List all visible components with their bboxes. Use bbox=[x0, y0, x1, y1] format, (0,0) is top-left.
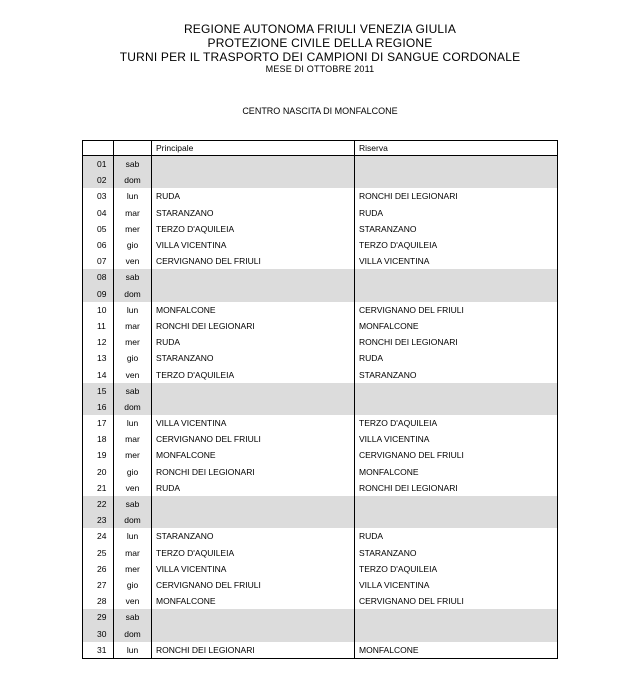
header-riserva: Riserva bbox=[355, 141, 558, 156]
table-header-row bbox=[83, 141, 558, 156]
principale-cell bbox=[152, 383, 355, 399]
table-row bbox=[83, 561, 558, 577]
day-number-cell: 17 bbox=[83, 415, 114, 431]
day-number-cell: 23 bbox=[83, 512, 114, 528]
table-row bbox=[83, 253, 558, 269]
day-number-cell: 04 bbox=[83, 205, 114, 221]
day-number-cell: 06 bbox=[83, 237, 114, 253]
day-number-cell: 24 bbox=[83, 528, 114, 544]
table-row bbox=[83, 642, 558, 659]
principale-cell bbox=[152, 399, 355, 415]
riserva-cell: TERZO D'AQUILEIA bbox=[355, 561, 558, 577]
principale-cell bbox=[152, 512, 355, 528]
principale-cell: RONCHI DEI LEGIONARI bbox=[152, 642, 355, 659]
principale-cell: RONCHI DEI LEGIONARI bbox=[152, 318, 355, 334]
principale-cell bbox=[152, 156, 355, 173]
day-number-cell: 30 bbox=[83, 625, 114, 641]
riserva-cell: MONFALCONE bbox=[355, 318, 558, 334]
riserva-cell: CERVIGNANO DEL FRIULI bbox=[355, 302, 558, 318]
table-row bbox=[83, 528, 558, 544]
day-number-cell: 15 bbox=[83, 383, 114, 399]
riserva-cell: RUDA bbox=[355, 205, 558, 221]
riserva-cell: MONFALCONE bbox=[355, 642, 558, 659]
day-number-cell: 20 bbox=[83, 464, 114, 480]
day-number-cell: 29 bbox=[83, 609, 114, 625]
table-row bbox=[83, 512, 558, 528]
weekday-cell: lun bbox=[114, 528, 152, 544]
principale-cell: CERVIGNANO DEL FRIULI bbox=[152, 431, 355, 447]
weekday-cell: dom bbox=[114, 512, 152, 528]
riserva-cell: VILLA VICENTINA bbox=[355, 431, 558, 447]
weekday-cell: lun bbox=[114, 642, 152, 659]
weekday-cell: dom bbox=[114, 399, 152, 415]
table-row bbox=[83, 593, 558, 609]
weekday-cell: dom bbox=[114, 172, 152, 188]
weekday-cell: ven bbox=[114, 253, 152, 269]
principale-cell: TERZO D'AQUILEIA bbox=[152, 545, 355, 561]
weekday-cell: lun bbox=[114, 302, 152, 318]
riserva-cell bbox=[355, 399, 558, 415]
table-row bbox=[83, 625, 558, 641]
riserva-cell: STARANZANO bbox=[355, 366, 558, 382]
day-number-cell: 31 bbox=[83, 642, 114, 659]
riserva-cell bbox=[355, 156, 558, 173]
table-row bbox=[83, 188, 558, 204]
table-row bbox=[83, 269, 558, 285]
day-number-cell: 13 bbox=[83, 350, 114, 366]
weekday-cell: gio bbox=[114, 577, 152, 593]
header-region: REGIONE AUTONOMA FRIULI VENEZIA GIULIA bbox=[183, 22, 457, 36]
principale-cell: RUDA bbox=[152, 334, 355, 350]
riserva-cell bbox=[355, 496, 558, 512]
header-month: MESE DI OTTOBRE 2011 bbox=[265, 64, 375, 74]
day-number-cell: 19 bbox=[83, 447, 114, 463]
riserva-cell: CERVIGNANO DEL FRIULI bbox=[355, 447, 558, 463]
table-row bbox=[83, 383, 558, 399]
principale-cell: TERZO D'AQUILEIA bbox=[152, 221, 355, 237]
table-row bbox=[83, 334, 558, 350]
weekday-cell: sab bbox=[114, 269, 152, 285]
weekday-cell: ven bbox=[114, 593, 152, 609]
principale-cell: STARANZANO bbox=[152, 350, 355, 366]
weekday-cell: mer bbox=[114, 334, 152, 350]
riserva-cell: STARANZANO bbox=[355, 221, 558, 237]
day-number-cell: 03 bbox=[83, 188, 114, 204]
riserva-cell: RONCHI DEI LEGIONARI bbox=[355, 188, 558, 204]
shift-schedule-table bbox=[82, 140, 558, 659]
riserva-cell: TERZO D'AQUILEIA bbox=[355, 415, 558, 431]
principale-cell: RUDA bbox=[152, 188, 355, 204]
table-row bbox=[83, 286, 558, 302]
day-number-cell: 02 bbox=[83, 172, 114, 188]
day-number-cell: 28 bbox=[83, 593, 114, 609]
weekday-cell: gio bbox=[114, 350, 152, 366]
table-row bbox=[83, 496, 558, 512]
weekday-cell: sab bbox=[114, 609, 152, 625]
birth-center-title: CENTRO NASCITA DI MONFALCONE bbox=[242, 106, 398, 116]
riserva-cell: RONCHI DEI LEGIONARI bbox=[355, 334, 558, 350]
day-number-cell: 25 bbox=[83, 545, 114, 561]
header-principale: Principale bbox=[152, 141, 355, 156]
principale-cell: MONFALCONE bbox=[152, 447, 355, 463]
day-number-cell: 14 bbox=[83, 366, 114, 382]
riserva-cell: RUDA bbox=[355, 528, 558, 544]
table-row bbox=[83, 545, 558, 561]
table-row bbox=[83, 415, 558, 431]
table-row bbox=[83, 464, 558, 480]
principale-cell: RUDA bbox=[152, 480, 355, 496]
header-turni-title: TURNI PER IL TRASPORTO DEI CAMPIONI DI SANGUE CORDONALE bbox=[119, 50, 521, 64]
principale-cell: MONFALCONE bbox=[152, 302, 355, 318]
day-number-cell: 11 bbox=[83, 318, 114, 334]
day-number-cell: 16 bbox=[83, 399, 114, 415]
principale-cell bbox=[152, 609, 355, 625]
weekday-cell: lun bbox=[114, 188, 152, 204]
riserva-cell bbox=[355, 512, 558, 528]
header-protezione-civile: PROTEZIONE CIVILE DELLA REGIONE bbox=[207, 36, 433, 50]
weekday-cell: dom bbox=[114, 286, 152, 302]
weekday-cell: gio bbox=[114, 237, 152, 253]
table-row bbox=[83, 205, 558, 221]
principale-cell: VILLA VICENTINA bbox=[152, 415, 355, 431]
principale-cell bbox=[152, 286, 355, 302]
day-number-cell: 07 bbox=[83, 253, 114, 269]
weekday-cell: mar bbox=[114, 205, 152, 221]
principale-cell: STARANZANO bbox=[152, 205, 355, 221]
principale-cell bbox=[152, 172, 355, 188]
weekday-cell: ven bbox=[114, 480, 152, 496]
document-header bbox=[0, 22, 640, 75]
schedule-body bbox=[83, 156, 558, 659]
weekday-cell: dom bbox=[114, 625, 152, 641]
weekday-cell: sab bbox=[114, 383, 152, 399]
weekday-cell: mer bbox=[114, 447, 152, 463]
table-row bbox=[83, 431, 558, 447]
principale-cell: CERVIGNANO DEL FRIULI bbox=[152, 253, 355, 269]
principale-cell: STARANZANO bbox=[152, 528, 355, 544]
riserva-cell bbox=[355, 609, 558, 625]
riserva-cell bbox=[355, 286, 558, 302]
weekday-cell: lun bbox=[114, 415, 152, 431]
header-day-number bbox=[83, 141, 114, 156]
table-row bbox=[83, 350, 558, 366]
riserva-cell: TERZO D'AQUILEIA bbox=[355, 237, 558, 253]
riserva-cell: RONCHI DEI LEGIONARI bbox=[355, 480, 558, 496]
day-number-cell: 08 bbox=[83, 269, 114, 285]
day-number-cell: 05 bbox=[83, 221, 114, 237]
table-row bbox=[83, 366, 558, 382]
weekday-cell: ven bbox=[114, 366, 152, 382]
riserva-cell: CERVIGNANO DEL FRIULI bbox=[355, 593, 558, 609]
riserva-cell: VILLA VICENTINA bbox=[355, 253, 558, 269]
table-row bbox=[83, 172, 558, 188]
riserva-cell bbox=[355, 269, 558, 285]
weekday-cell: sab bbox=[114, 156, 152, 173]
riserva-cell bbox=[355, 383, 558, 399]
day-number-cell: 12 bbox=[83, 334, 114, 350]
principale-cell: RONCHI DEI LEGIONARI bbox=[152, 464, 355, 480]
table-row bbox=[83, 577, 558, 593]
principale-cell: TERZO D'AQUILEIA bbox=[152, 366, 355, 382]
day-number-cell: 22 bbox=[83, 496, 114, 512]
table-row bbox=[83, 156, 558, 173]
principale-cell: VILLA VICENTINA bbox=[152, 561, 355, 577]
table-row bbox=[83, 302, 558, 318]
weekday-cell: mar bbox=[114, 545, 152, 561]
table-row bbox=[83, 609, 558, 625]
riserva-cell: STARANZANO bbox=[355, 545, 558, 561]
principale-cell bbox=[152, 625, 355, 641]
riserva-cell: MONFALCONE bbox=[355, 464, 558, 480]
table-row bbox=[83, 480, 558, 496]
day-number-cell: 09 bbox=[83, 286, 114, 302]
riserva-cell: RUDA bbox=[355, 350, 558, 366]
weekday-cell: mer bbox=[114, 221, 152, 237]
riserva-cell: VILLA VICENTINA bbox=[355, 577, 558, 593]
day-number-cell: 18 bbox=[83, 431, 114, 447]
principale-cell: VILLA VICENTINA bbox=[152, 237, 355, 253]
table-row bbox=[83, 318, 558, 334]
principale-cell: CERVIGNANO DEL FRIULI bbox=[152, 577, 355, 593]
header-weekday bbox=[114, 141, 152, 156]
riserva-cell bbox=[355, 172, 558, 188]
table-row bbox=[83, 237, 558, 253]
riserva-cell bbox=[355, 625, 558, 641]
table-row bbox=[83, 399, 558, 415]
weekday-cell: gio bbox=[114, 464, 152, 480]
day-number-cell: 10 bbox=[83, 302, 114, 318]
principale-cell: MONFALCONE bbox=[152, 593, 355, 609]
weekday-cell: mar bbox=[114, 318, 152, 334]
principale-cell bbox=[152, 269, 355, 285]
day-number-cell: 27 bbox=[83, 577, 114, 593]
table-row bbox=[83, 447, 558, 463]
day-number-cell: 01 bbox=[83, 156, 114, 173]
weekday-cell: mer bbox=[114, 561, 152, 577]
weekday-cell: sab bbox=[114, 496, 152, 512]
day-number-cell: 26 bbox=[83, 561, 114, 577]
day-number-cell: 21 bbox=[83, 480, 114, 496]
table-row bbox=[83, 221, 558, 237]
principale-cell bbox=[152, 496, 355, 512]
weekday-cell: mar bbox=[114, 431, 152, 447]
